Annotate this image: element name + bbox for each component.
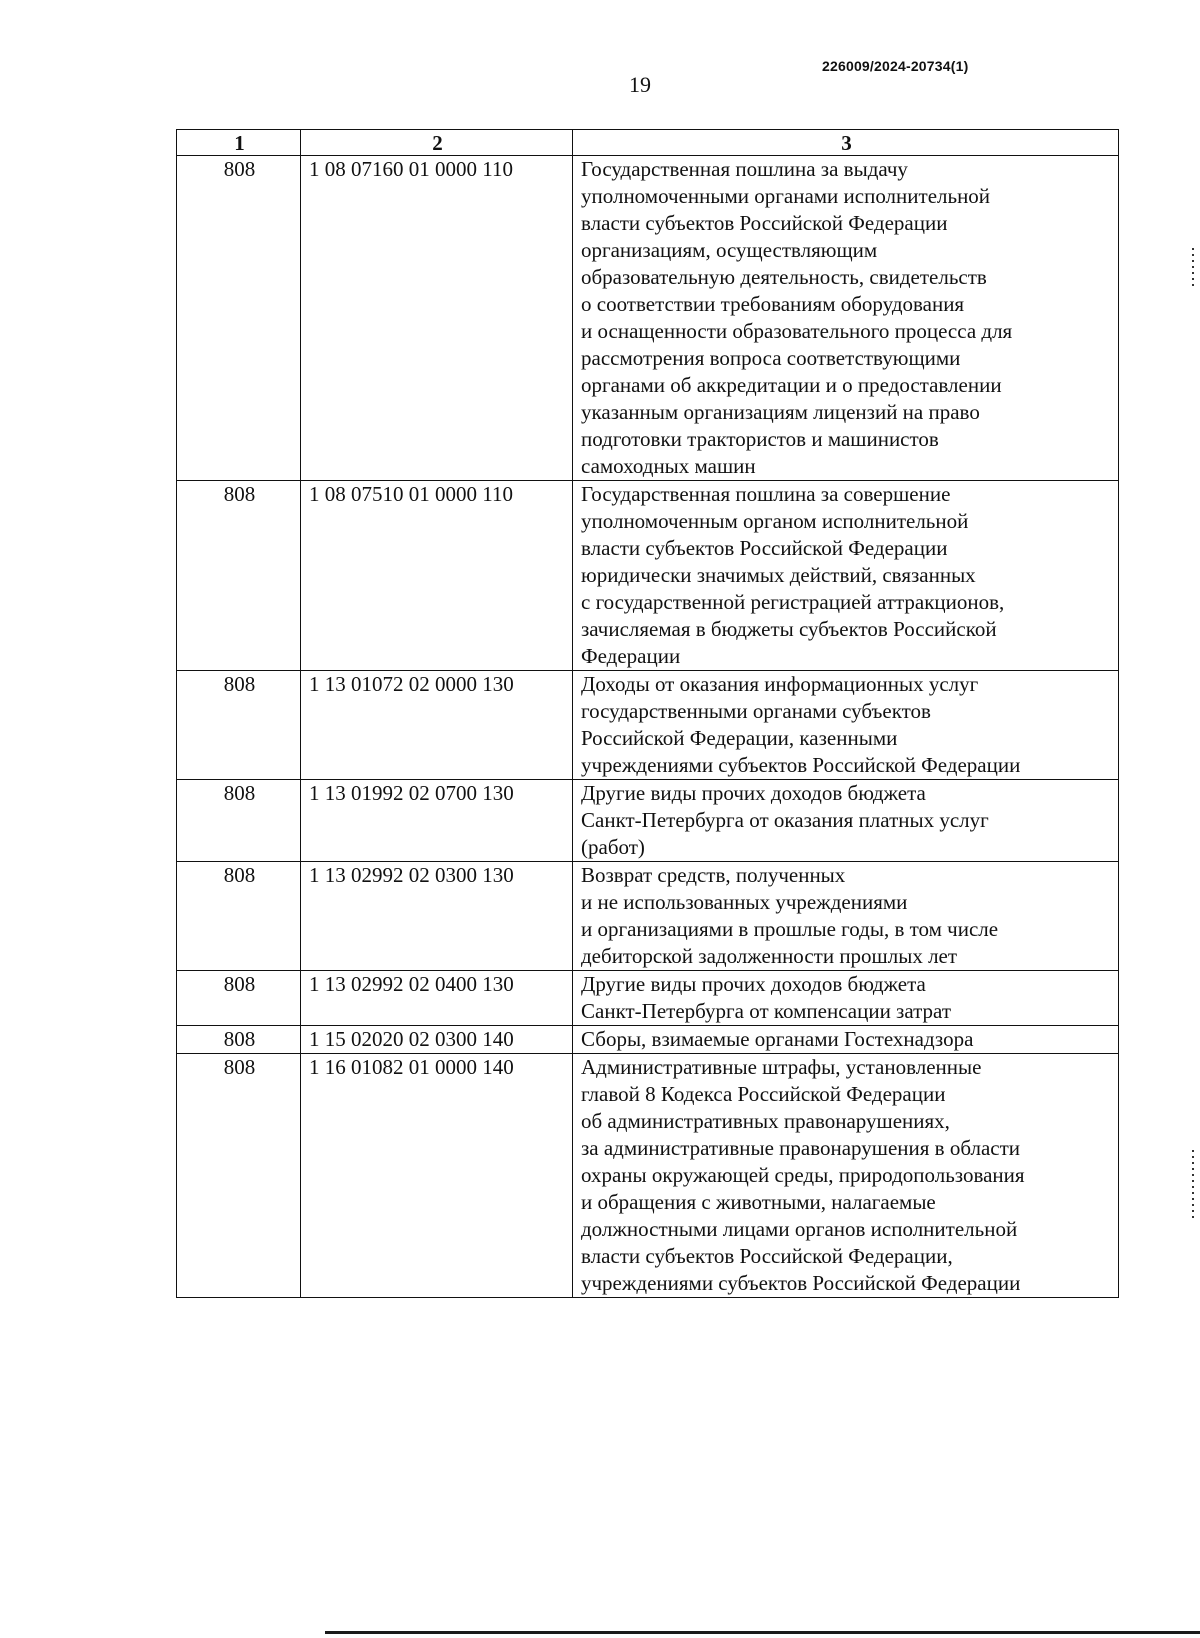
budget-code-cell: 1 13 01992 02 0700 130 bbox=[301, 780, 573, 862]
budget-code-cell: 1 16 01082 01 0000 140 bbox=[301, 1054, 573, 1298]
column-header-2: 2 bbox=[301, 130, 573, 156]
table-row bbox=[177, 156, 1119, 481]
scan-edge-marks bbox=[1192, 248, 1194, 288]
table-row bbox=[177, 671, 1119, 780]
budget-revenue-table bbox=[176, 129, 1119, 1298]
column-header-3: 3 bbox=[573, 130, 1119, 156]
budget-code-cell: 1 08 07160 01 0000 110 bbox=[301, 156, 573, 481]
description-cell: Другие виды прочих доходов бюджета Санкт-Петербурга от оказания платных услуг (работ) bbox=[573, 780, 1119, 862]
admin-code-cell: 808 bbox=[177, 156, 301, 481]
table-row bbox=[177, 481, 1119, 671]
document-registration-number: 226009/2024-20734(1) bbox=[822, 58, 969, 74]
admin-code-cell: 808 bbox=[177, 1026, 301, 1054]
description-cell: Доходы от оказания информационных услуг государственными органами субъектов Российской Федерации, казенными учреждениями субъектов Российской Федерации bbox=[573, 671, 1119, 780]
scan-edge-marks bbox=[1192, 1150, 1194, 1220]
admin-code-cell: 808 bbox=[177, 862, 301, 971]
table-row bbox=[177, 780, 1119, 862]
budget-code-cell: 1 13 02992 02 0400 130 bbox=[301, 971, 573, 1026]
table-header-row bbox=[177, 130, 1119, 156]
description-cell: Возврат средств, полученных и не использованных учреждениями и организациями в прошлые годы, в том числе дебиторской задолженности прошлых лет bbox=[573, 862, 1119, 971]
table-row bbox=[177, 1054, 1119, 1298]
budget-code-cell: 1 13 01072 02 0000 130 bbox=[301, 671, 573, 780]
admin-code-cell: 808 bbox=[177, 1054, 301, 1298]
admin-code-cell: 808 bbox=[177, 481, 301, 671]
admin-code-cell: 808 bbox=[177, 971, 301, 1026]
admin-code-cell: 808 bbox=[177, 671, 301, 780]
table-row bbox=[177, 971, 1119, 1026]
budget-code-cell: 1 13 02992 02 0300 130 bbox=[301, 862, 573, 971]
description-cell: Государственная пошлина за выдачу уполномоченными органами исполнительной власти субъектов Российской Федерации организациям, осуществляющим образовательную деятельность, свидетельств о соответствии требованиям оборудования и оснащенности образовательного процесса для рассмотрения вопроса соответствующими органами об аккредитации и о предоставлении указанным организациям лицензий на право подготовки трактористов и машинистов самоходных машин bbox=[573, 156, 1119, 481]
description-cell: Другие виды прочих доходов бюджета Санкт-Петербурга от компенсации затрат bbox=[573, 971, 1119, 1026]
description-cell: Административные штрафы, установленные главой 8 Кодекса Российской Федерации об административных правонарушениях, за административные правонарушения в области охраны окружающей среды, природопользования и обращения с животными, налагаемые должностными лицами органов исполнительной власти субъектов Российской Федерации, учреждениями субъектов Российской Федерации bbox=[573, 1054, 1119, 1298]
table-row bbox=[177, 1026, 1119, 1054]
description-cell: Сборы, взимаемые органами Гостехнадзора bbox=[573, 1026, 1119, 1054]
column-header-1: 1 bbox=[177, 130, 301, 156]
table-row bbox=[177, 862, 1119, 971]
page-number: 19 bbox=[629, 72, 651, 97]
budget-code-cell: 1 15 02020 02 0300 140 bbox=[301, 1026, 573, 1054]
page-bottom-rule bbox=[325, 1631, 1200, 1634]
budget-code-cell: 1 08 07510 01 0000 110 bbox=[301, 481, 573, 671]
admin-code-cell: 808 bbox=[177, 780, 301, 862]
description-cell: Государственная пошлина за совершение уполномоченным органом исполнительной власти субъектов Российской Федерации юридически значимых действий, связанных с государственной регистрацией аттракционов, зачисляемая в бюджеты субъектов Российской Федерации bbox=[573, 481, 1119, 671]
